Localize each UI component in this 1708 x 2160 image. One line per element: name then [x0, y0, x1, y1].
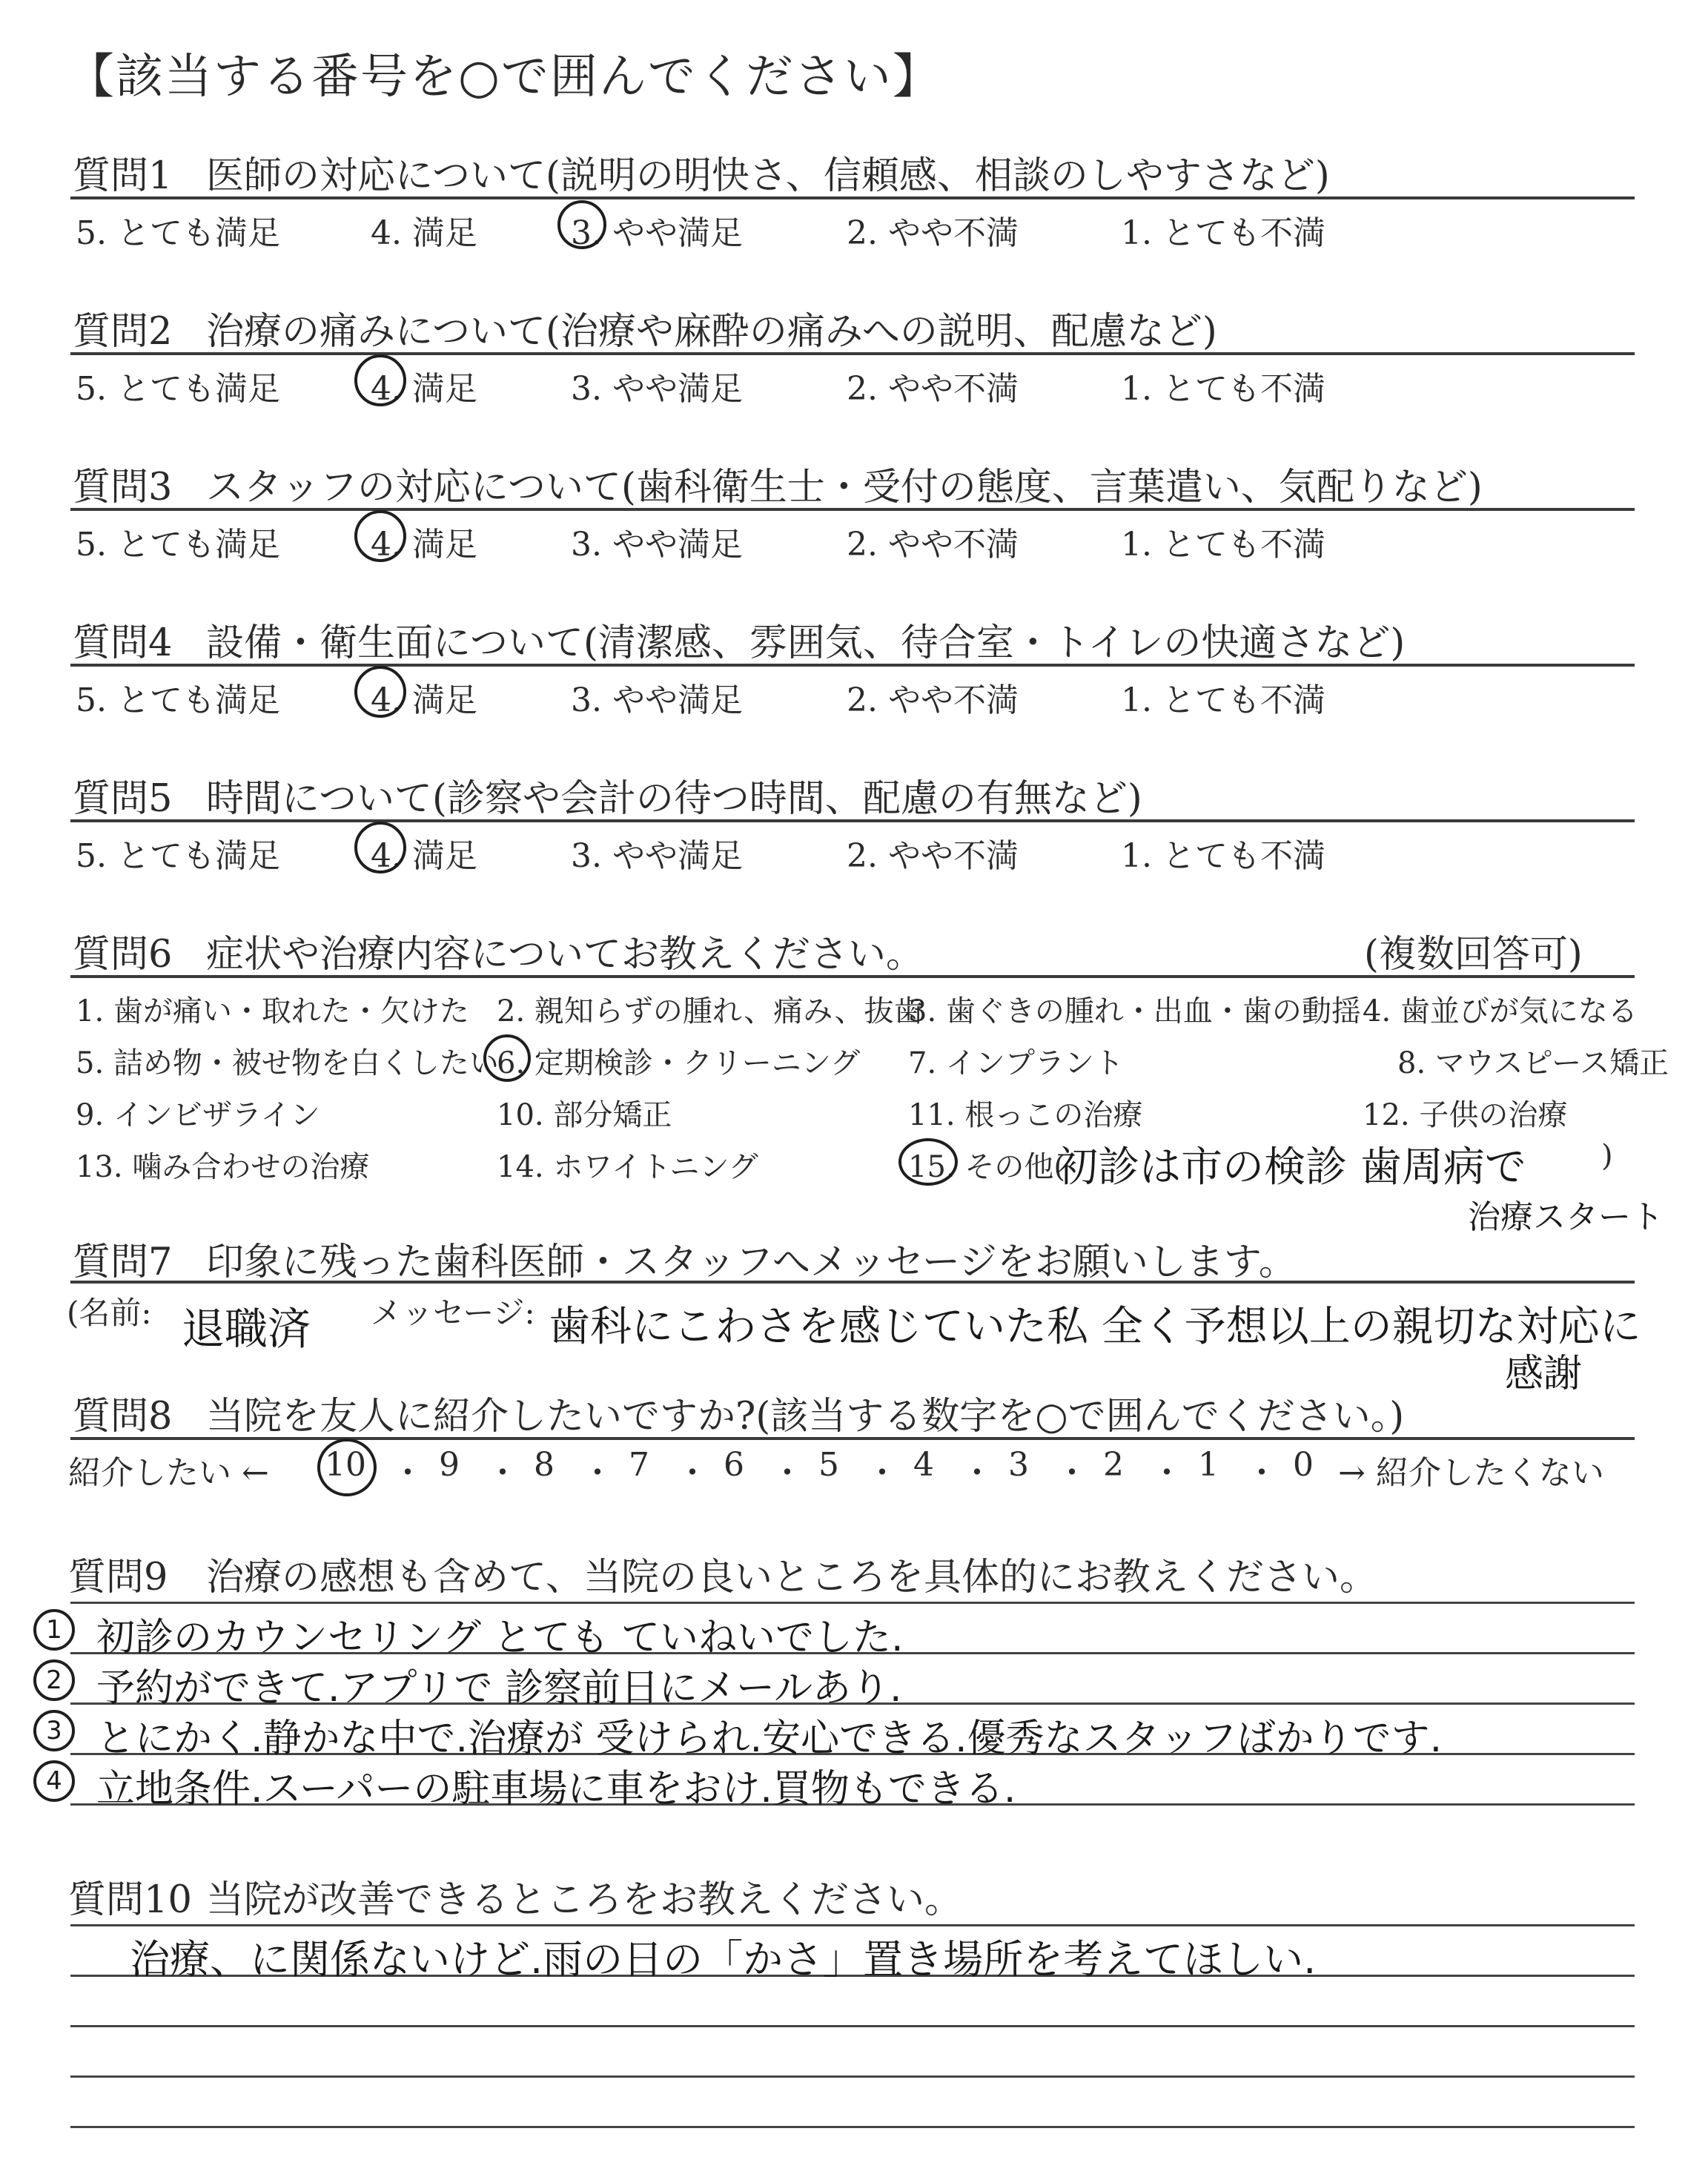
name-value: 退職済	[182, 1304, 311, 1354]
scale-dot: ・	[866, 1454, 898, 1492]
option-1[interactable]: 1. とても不満	[1121, 681, 1325, 719]
option-4[interactable]: 4. 満足	[371, 526, 477, 564]
symptom-option[interactable]: 13. 噛み合わせの治療	[76, 1150, 370, 1184]
question-label: 質問1	[73, 154, 173, 198]
question-text: スタッフの対応について(歯科衛生士・受付の態度、言葉遣い、気配りなど)	[206, 466, 1483, 509]
answer-text: 治療、に関係ないけど.雨の日の「かさ」置き場所を考えてほしい.	[130, 1936, 1317, 1983]
divider	[70, 1281, 1635, 1284]
question-label: 質問4	[73, 621, 173, 665]
symptom-option[interactable]: 14. ホワイトニング	[497, 1150, 758, 1184]
question-label: 質問2	[73, 310, 173, 354]
name-label: (名前:	[67, 1295, 152, 1331]
message-label: メッセージ:	[371, 1295, 535, 1331]
option-1[interactable]: 1. とても不満	[1121, 837, 1325, 875]
question-text: 治療の痛みについて(治療や麻酔の痛みへの説明、配慮など)	[206, 310, 1217, 354]
symptom-option[interactable]: 3. 歯ぐきの腫れ・出血・歯の動揺	[908, 994, 1361, 1028]
option-4[interactable]: 4. 満足	[371, 681, 477, 719]
scale-4[interactable]: 4	[913, 1446, 934, 1484]
option-5[interactable]: 5. とても満足	[76, 214, 280, 252]
divider	[70, 508, 1635, 511]
question-text: 当院が改善できるところをお教えください。	[206, 1878, 963, 1922]
answer-text: とにかく.静かな中で.治療が 受けられ.安心できる.優秀なスタッフばかりです.	[96, 1717, 1443, 1761]
scale-dot: ・	[1056, 1454, 1088, 1492]
divider	[70, 975, 1635, 978]
scale-3[interactable]: 3	[1008, 1446, 1029, 1484]
option-5[interactable]: 5. とても満足	[76, 526, 280, 564]
answer-number: 4	[33, 1760, 75, 1802]
question-label: 質問7	[73, 1241, 173, 1284]
selection-circle	[354, 354, 406, 406]
symptom-option[interactable]: 6. 定期検診・クリーニング	[497, 1046, 861, 1080]
option-3[interactable]: 3. やや満足	[571, 681, 743, 719]
option-1[interactable]: 1. とても不満	[1121, 370, 1325, 408]
scale-dot: ・	[581, 1454, 614, 1492]
symptom-option[interactable]: 8. マウスピース矯正	[1397, 1046, 1669, 1080]
option-4[interactable]: 4. 満足	[371, 370, 477, 408]
scale-5[interactable]: 5	[818, 1446, 839, 1484]
symptom-option[interactable]: 12. 子供の治療	[1363, 1098, 1568, 1132]
option-4[interactable]: 4. 満足	[371, 214, 477, 252]
question-text: 印象に残った歯科医師・スタッフへメッセージをお願いします。	[206, 1241, 1297, 1284]
answer-line	[70, 2075, 1635, 2078]
option-5[interactable]: 5. とても満足	[76, 370, 280, 408]
other-handwritten-2: 治療スタート	[1468, 1198, 1664, 1236]
option-2[interactable]: 2. やや不満	[847, 214, 1019, 252]
divider	[70, 1437, 1635, 1440]
answer-number: 1	[33, 1609, 75, 1651]
scale-right-label: → 紹介したくない	[1338, 1454, 1604, 1492]
selection-circle	[483, 1034, 531, 1082]
scale-1[interactable]: 1	[1198, 1446, 1219, 1484]
question-text: 医師の対応について(説明の明快さ、信頼感、相談のしやすさなど)	[206, 154, 1330, 198]
symptom-option[interactable]: 5. 詰め物・被せ物を白くしたい	[76, 1046, 499, 1080]
option-3[interactable]: 3. やや満足	[571, 526, 743, 564]
scale-dot: ・	[1151, 1454, 1183, 1492]
option-3[interactable]: 3. やや満足	[571, 214, 743, 252]
symptom-option[interactable]: 11. 根っこの治療	[908, 1098, 1143, 1132]
selection-circle	[317, 1439, 377, 1496]
scale-left-label: 紹介したい ←	[68, 1454, 269, 1492]
selection-circle	[354, 666, 406, 718]
symptom-option[interactable]: 2. 親知らずの腫れ、痛み、抜歯	[497, 994, 924, 1028]
message-value-2: 感謝	[1505, 1352, 1583, 1396]
scale-6[interactable]: 6	[724, 1446, 744, 1484]
divider	[70, 352, 1635, 355]
selection-circle	[354, 822, 406, 873]
scale-9[interactable]: 9	[439, 1446, 460, 1484]
scale-dot: ・	[486, 1454, 519, 1492]
scale-2[interactable]: 2	[1103, 1446, 1124, 1484]
scale-dot: ・	[961, 1454, 993, 1492]
option-3[interactable]: 3. やや満足	[571, 370, 743, 408]
scale-dot: ・	[1245, 1454, 1278, 1492]
answer-text: 初診のカウンセリング とても ていねいでした.	[96, 1616, 904, 1660]
scale-dot: ・	[391, 1454, 424, 1492]
scale-7[interactable]: 7	[629, 1446, 649, 1484]
answer-line	[70, 2025, 1635, 2027]
answer-text: 立地条件.スーパーの駐車場に車をおけ.買物もできる.	[96, 1767, 1016, 1811]
scale-8[interactable]: 8	[534, 1446, 555, 1484]
divider	[70, 196, 1635, 199]
question-label: 質問10	[68, 1878, 192, 1922]
divider	[70, 819, 1635, 822]
question-label: 質問5	[73, 777, 173, 821]
question-text: 治療の感想も含めて、当院の良いところを具体的にお教えください。	[206, 1556, 1377, 1599]
answer-line	[70, 2126, 1635, 2128]
question-text: 設備・衛生面について(清潔感、雰囲気、待合室・トイレの快適さなど)	[206, 621, 1406, 665]
answer-number: 2	[33, 1659, 75, 1701]
option-2[interactable]: 2. やや不満	[847, 526, 1019, 564]
other-handwritten: 初診は市の検診 歯周病で	[1056, 1143, 1526, 1192]
divider	[70, 1924, 1635, 1926]
scale-dot: ・	[676, 1454, 709, 1492]
selection-circle	[354, 510, 406, 562]
option-1[interactable]: 1. とても不満	[1121, 214, 1325, 252]
question-text: 時間について(診察や会計の待つ時間、配慮の有無など)	[206, 777, 1142, 821]
scale-10[interactable]: 10	[325, 1446, 366, 1484]
answer-number: 3	[33, 1710, 75, 1751]
question-label: 質問6	[73, 933, 173, 977]
scale-dot: ・	[771, 1454, 804, 1492]
option-2[interactable]: 2. やや不満	[847, 370, 1019, 408]
multi-answer-note: (複数回答可)	[1364, 933, 1583, 977]
selection-circle	[557, 200, 606, 249]
option-5[interactable]: 5. とても満足	[76, 681, 280, 719]
question-text: 当院を友人に紹介したいですか?(該当する数字を○で囲んでください。)	[206, 1395, 1405, 1439]
option-5[interactable]: 5. とても満足	[76, 837, 280, 875]
question-label: 質問8	[73, 1395, 173, 1439]
symptom-option[interactable]: 7. インプラント	[908, 1046, 1124, 1080]
symptom-option[interactable]: 9. インビザライン	[76, 1098, 320, 1132]
question-label: 質問3	[73, 466, 173, 509]
symptom-option[interactable]: 4. 歯並びが気になる	[1363, 994, 1638, 1028]
page-title: 【該当する番号を○で囲んでください】	[67, 50, 941, 105]
option-3[interactable]: 3. やや満足	[571, 837, 743, 875]
symptom-option[interactable]: 1. 歯が痛い・取れた・欠けた	[76, 994, 469, 1028]
option-2[interactable]: 2. やや不満	[847, 681, 1019, 719]
selection-circle	[898, 1138, 958, 1186]
symptom-option-other[interactable]: 15. その他(	[908, 1150, 1065, 1184]
option-1[interactable]: 1. とても不満	[1121, 526, 1325, 564]
option-4[interactable]: 4. 満足	[371, 837, 477, 875]
symptom-option[interactable]: 10. 部分矯正	[497, 1098, 672, 1132]
option-2[interactable]: 2. やや不満	[847, 837, 1019, 875]
question-text: 症状や治療内容についてお教えください。	[206, 933, 924, 977]
question-label: 質問9	[68, 1556, 168, 1599]
answer-text: 予約ができて.アプリで 診察前日にメールあり.	[96, 1666, 902, 1711]
divider	[70, 664, 1635, 667]
divider	[70, 1602, 1635, 1604]
scale-0[interactable]: 0	[1293, 1446, 1314, 1484]
other-close-paren: )	[1601, 1139, 1613, 1173]
message-value: 歯科にこわさを感じていた私 全く予想以上の親切な対応に	[549, 1303, 1641, 1351]
